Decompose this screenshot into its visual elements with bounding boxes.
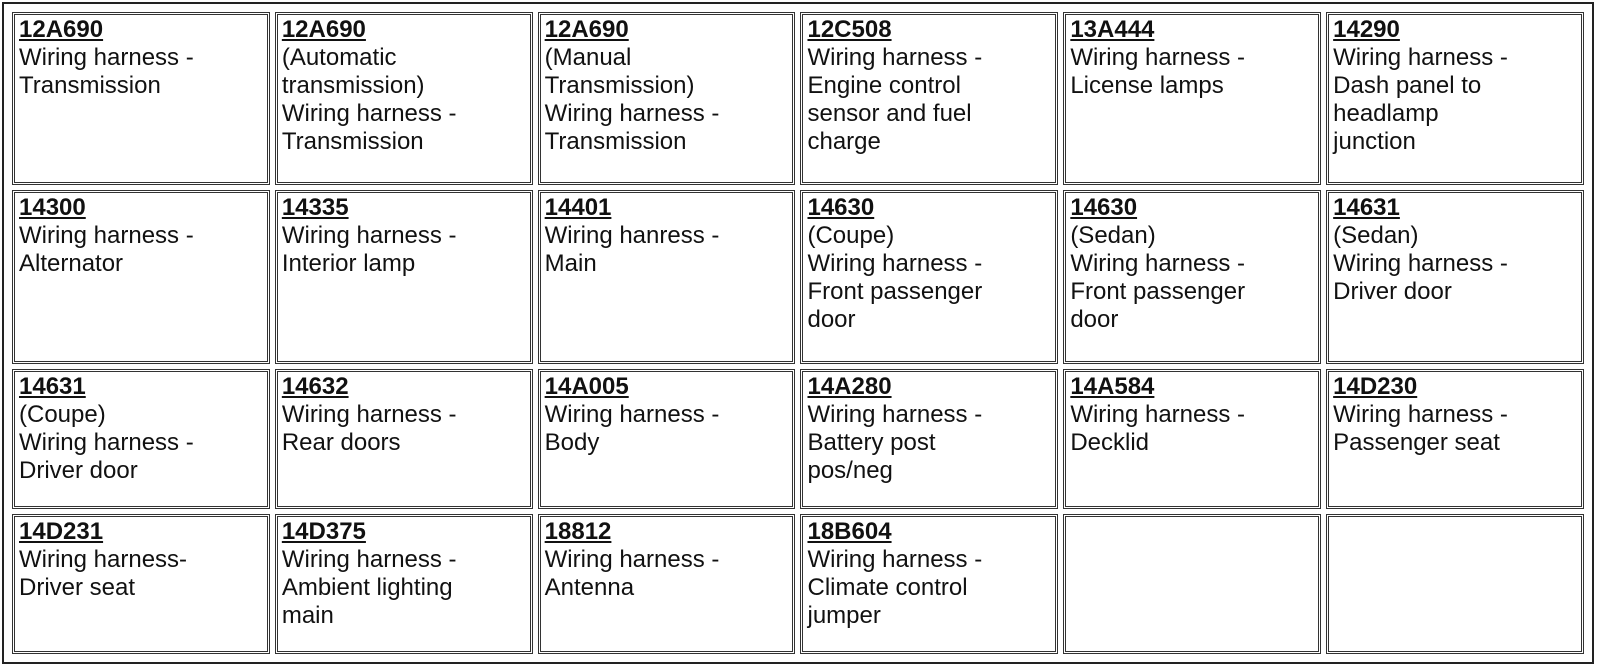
- part-description: Wiring harness -: [807, 545, 983, 573]
- part-description: Wiring harness -: [19, 428, 194, 456]
- part-description: Battery post: [807, 428, 936, 456]
- part-description: Driver seat: [19, 573, 136, 601]
- part-description: Transmission: [544, 128, 687, 155]
- table-cell: [538, 514, 796, 654]
- part-description: Alternator: [19, 250, 124, 278]
- parts-grid: [2, 2, 1594, 664]
- part-description: Wiring hanress -: [544, 222, 720, 250]
- table-row: [12, 190, 1584, 363]
- part-description: Wiring harness -: [281, 400, 457, 428]
- part-description: main: [281, 601, 334, 629]
- part-description: (Sedan): [1333, 222, 1419, 250]
- part-number-link[interactable]: 14630: [1070, 194, 1138, 222]
- part-description: (Manual: [544, 44, 632, 71]
- part-description: Body: [544, 428, 600, 456]
- part-number-link[interactable]: 14401: [544, 194, 612, 222]
- table-cell: [1326, 369, 1584, 509]
- part-number-link[interactable]: 14632: [281, 372, 349, 400]
- part-number-link[interactable]: 12C508: [807, 16, 892, 43]
- part-description: Wiring harness -: [807, 44, 983, 71]
- part-description: Wiring harness -: [281, 100, 457, 127]
- part-number-link[interactable]: 14A280: [807, 372, 892, 400]
- part-number-link[interactable]: 14630: [807, 194, 875, 222]
- part-description: door: [1070, 306, 1119, 334]
- part-number-link[interactable]: 14A005: [544, 372, 629, 400]
- part-description: transmission): [281, 72, 425, 99]
- table-cell: [12, 369, 270, 509]
- table-cell: [12, 190, 270, 363]
- part-description: Interior lamp: [281, 250, 416, 278]
- part-description: Wiring harness -: [807, 400, 983, 428]
- part-description: junction: [1333, 128, 1416, 155]
- part-description: Passenger seat: [1333, 428, 1500, 456]
- part-description: Wiring harness -: [544, 545, 720, 573]
- part-description: (Sedan): [1070, 222, 1156, 250]
- part-description: Wiring harness -: [281, 545, 457, 573]
- part-number-link[interactable]: 12A690: [544, 16, 629, 43]
- part-number-link[interactable]: 18812: [544, 517, 612, 545]
- part-number-link[interactable]: 14290: [1333, 16, 1400, 43]
- part-description: Wiring harness -: [544, 400, 720, 428]
- part-description: Decklid: [1070, 428, 1150, 456]
- table-row: [12, 514, 1584, 654]
- empty-cell: [1326, 514, 1584, 654]
- table-cell: [800, 190, 1058, 363]
- part-number-link[interactable]: 14631: [19, 372, 86, 400]
- part-description: door: [807, 306, 856, 334]
- part-description: jumper: [807, 601, 881, 629]
- table-cell: [275, 369, 533, 509]
- part-description: Wiring harness -: [1070, 400, 1246, 428]
- table-cell: [275, 514, 533, 654]
- part-number-link[interactable]: 14300: [19, 194, 86, 222]
- part-description: sensor and fuel: [807, 100, 972, 127]
- part-description: Wiring harness -: [281, 222, 457, 250]
- part-description: Wiring harness -: [544, 100, 720, 127]
- parts-table: [7, 7, 1589, 659]
- part-description: Ambient lighting: [281, 573, 453, 601]
- part-number-link[interactable]: 12A690: [281, 16, 366, 43]
- table-cell: [275, 190, 533, 363]
- empty-cell: [1063, 514, 1321, 654]
- part-description: Rear doors: [281, 428, 401, 456]
- part-description: Wiring harness -: [1333, 44, 1508, 71]
- part-description: Wiring harness -: [19, 44, 194, 71]
- part-description: Main: [544, 250, 597, 278]
- part-description: Climate control: [807, 573, 968, 601]
- part-number-link[interactable]: 14A584: [1070, 372, 1155, 400]
- part-number-link[interactable]: 18B604: [807, 517, 892, 545]
- part-description: (Coupe): [807, 222, 895, 250]
- table-cell: [538, 369, 796, 509]
- part-description: Wiring harness -: [1070, 250, 1246, 278]
- table-cell: [1326, 12, 1584, 185]
- part-description: Wiring harness -: [1333, 400, 1508, 428]
- part-description: Transmission: [19, 72, 161, 99]
- part-description: Transmission): [544, 72, 695, 99]
- table-cell: [800, 369, 1058, 509]
- part-description: (Automatic: [281, 44, 397, 71]
- part-number-link[interactable]: 14335: [281, 194, 349, 222]
- part-description: charge: [807, 128, 881, 155]
- part-description: Front passenger: [1070, 278, 1246, 306]
- part-description: Front passenger: [807, 278, 983, 306]
- part-number-link[interactable]: 13A444: [1070, 16, 1155, 43]
- part-number-link[interactable]: 12A690: [19, 16, 104, 43]
- part-description: pos/neg: [807, 456, 893, 484]
- part-description: Wiring harness -: [19, 222, 194, 250]
- table-cell: [800, 514, 1058, 654]
- table-row: [12, 369, 1584, 509]
- table-cell: [12, 514, 270, 654]
- table-row: [12, 12, 1584, 185]
- part-number-link[interactable]: 14631: [1333, 194, 1400, 222]
- part-description: License lamps: [1070, 72, 1224, 99]
- table-cell: [800, 12, 1058, 185]
- part-description: (Coupe): [19, 400, 106, 428]
- table-cell: [538, 12, 796, 185]
- table-cell: [1063, 190, 1321, 363]
- part-description: Wiring harness -: [807, 250, 983, 278]
- table-cell: [538, 190, 796, 363]
- table-cell: [275, 12, 533, 185]
- part-description: Driver door: [1333, 278, 1452, 306]
- part-description: Antenna: [544, 573, 635, 601]
- table-cell: [1063, 369, 1321, 509]
- part-description: Wiring harness-: [19, 545, 188, 573]
- part-description: Transmission: [281, 128, 424, 155]
- part-number-link[interactable]: 14D230: [1333, 372, 1418, 400]
- part-description: Wiring harness -: [1333, 250, 1508, 278]
- part-description: Dash panel to: [1333, 72, 1482, 99]
- part-description: Driver door: [19, 456, 138, 484]
- table-cell: [1326, 190, 1584, 363]
- part-description: Engine control: [807, 72, 961, 99]
- table-cell: [12, 12, 270, 185]
- part-description: Wiring harness -: [1070, 44, 1246, 71]
- part-number-link[interactable]: 14D375: [281, 517, 366, 545]
- table-cell: [1063, 12, 1321, 185]
- part-number-link[interactable]: 14D231: [19, 517, 104, 545]
- part-description: headlamp: [1333, 100, 1439, 127]
